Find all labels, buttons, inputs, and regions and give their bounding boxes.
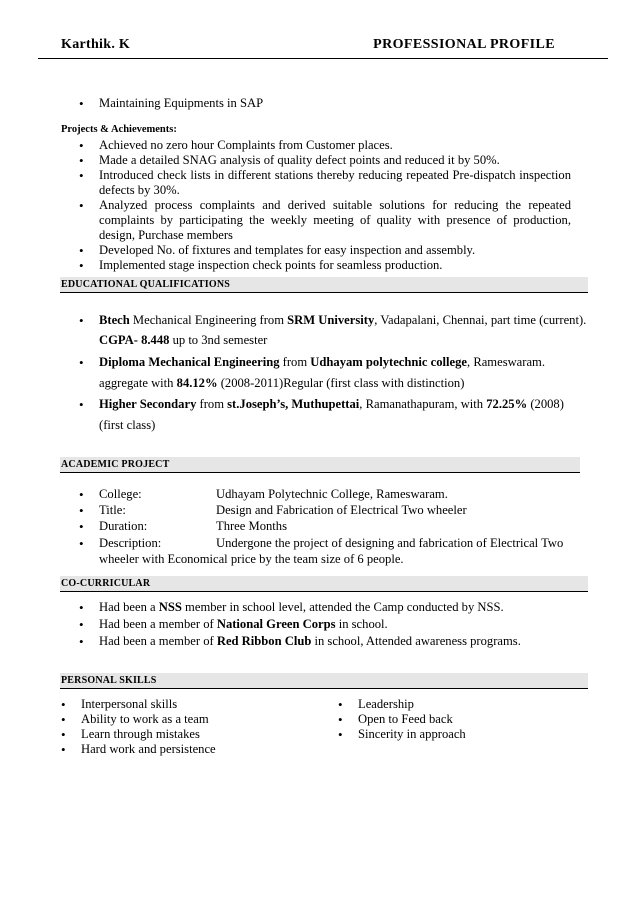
skills-right-column [338,697,466,742]
bullet: • [79,634,84,649]
document-title: PROFESSIONAL PROFILE [373,37,555,52]
candidate-name: Karthik. K [61,37,131,52]
bullet: • [79,617,84,632]
co-curricular-heading: CO-CURRICULAR [61,578,151,589]
bullet: • [79,397,84,412]
academic-project-heading: ACADEMIC PROJECT [61,459,170,470]
top-bullet-list [0,96,638,111]
bullet: • [79,313,84,328]
bullet: • [79,600,84,615]
list-item: • Learn through mistakes [61,727,216,742]
bullet: • [79,519,84,534]
projects-list [0,138,638,273]
header-divider [38,58,608,59]
list-item: • Introduced check lists in different stations thereby reducing repeated Pre-dispatch inspection defects by 30%. [0,168,638,198]
bullet: • [79,503,84,518]
personal-skills-heading: PERSONAL SKILLS [61,675,157,686]
bullet: • [79,487,84,502]
page-header [0,0,638,60]
list-item: • Made a detailed SNAG analysis of quality defect points and reduced it by 50%. [0,153,638,168]
bullet: • [79,355,84,370]
list-item: • Implemented stage inspection check points for seamless production. [0,258,638,273]
bullet: • [79,536,84,551]
list-item: • Interpersonal skills [61,697,216,712]
list-item: • Achieved no zero hour Complaints from Customer places. [0,138,638,153]
education-heading: EDUCATIONAL QUALIFICATIONS [61,279,231,290]
list-item: • Ability to work as a team [61,712,216,727]
skills-left-column [61,697,216,757]
list-item: • Hard work and persistence [61,742,216,757]
list-item: • Leadership [338,697,466,712]
list-item: • Open to Feed back [338,712,466,727]
list-item: • Maintaining Equipments in SAP [0,96,638,111]
projects-heading: Projects & Achievements: [61,124,177,135]
list-item: • Developed No. of fixtures and templates for easy inspection and assembly. [0,243,638,258]
list-item: • Analyzed process complaints and derived suitable solutions for reducing the repeated complaints by participating the weekly meeting of quality with presence of production, design, Purchase members [0,198,638,243]
list-item: • Sincerity in approach [338,727,466,742]
